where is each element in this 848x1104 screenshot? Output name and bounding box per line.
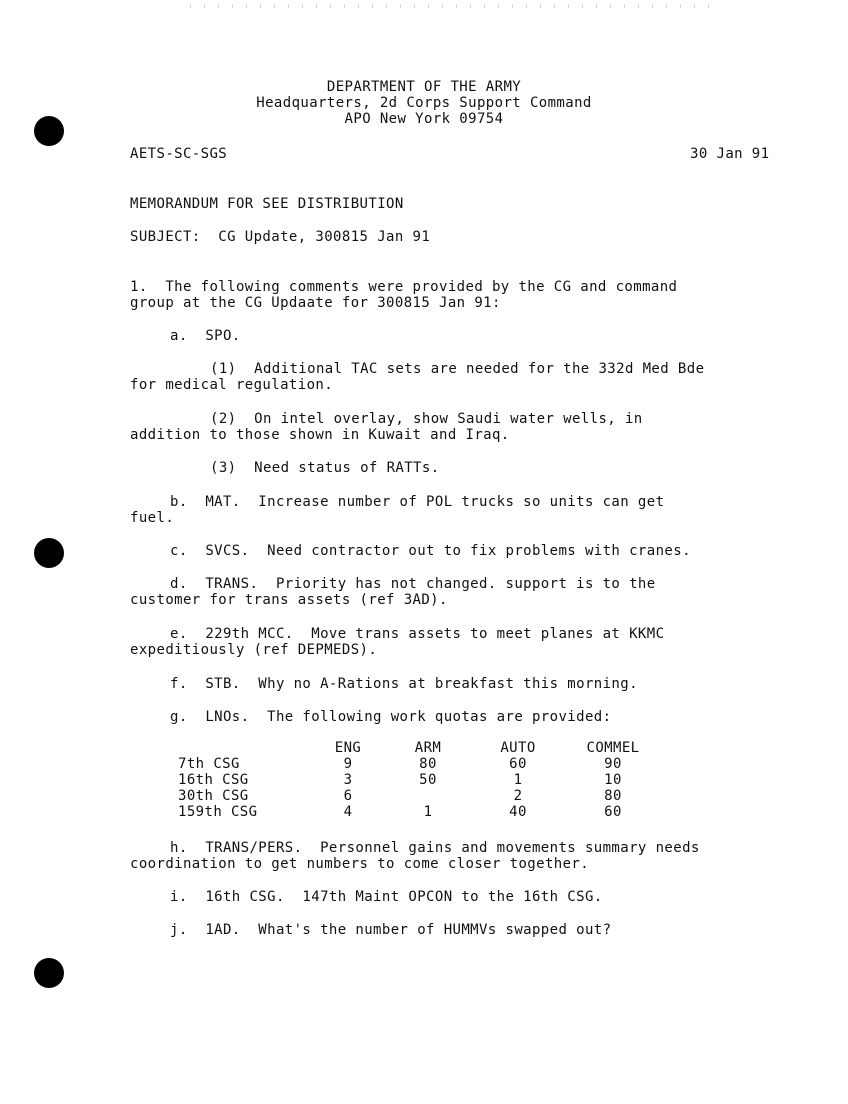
table-row <box>170 772 668 788</box>
quota-auto: 60 <box>509 756 527 772</box>
memo-subject: SUBJECT: CG Update, 300815 Jan 91 <box>130 229 431 245</box>
item-e-line2: expeditiously (ref DEPMEDS). <box>130 642 378 658</box>
quota-arm: 80 <box>419 756 437 772</box>
office-symbol: AETS-SC-SGS <box>130 146 228 162</box>
item-h-line2: coordination to get numbers to come closer together. <box>130 856 590 872</box>
punch-hole-middle <box>34 538 64 568</box>
quota-header-auto: AUTO <box>500 740 536 756</box>
quota-eng: 4 <box>343 804 353 820</box>
quota-commel: 90 <box>604 756 622 772</box>
item-d-line2: customer for trans assets (ref 3AD). <box>130 592 448 608</box>
quota-auto: 1 <box>513 772 523 788</box>
quota-unit: 159th CSG <box>178 804 258 820</box>
quota-commel: 60 <box>604 804 622 820</box>
quota-unit: 7th CSG <box>178 756 240 772</box>
quota-eng: 9 <box>343 756 353 772</box>
quota-eng: 6 <box>343 788 353 804</box>
quota-eng: 3 <box>343 772 353 788</box>
quota-table <box>170 740 668 820</box>
item-a: a. SPO. <box>170 328 241 344</box>
header-apo: APO New York 09754 <box>344 111 504 127</box>
punch-hole-bottom <box>34 958 64 988</box>
quota-arm <box>378 788 478 804</box>
table-row <box>170 756 668 772</box>
item-a1-line2: for medical regulation. <box>130 377 334 393</box>
header-headquarters: Headquarters, 2d Corps Support Command <box>256 95 592 111</box>
memo-date: 30 Jan 91 <box>690 146 770 162</box>
para1-line2: group at the CG Updaate for 300815 Jan 91: <box>130 295 501 311</box>
item-e-line1: e. 229th MCC. Move trans assets to meet planes at KKMC <box>170 626 665 642</box>
item-a2-line1: (2) On intel overlay, show Saudi water wells, in <box>210 411 643 427</box>
table-row <box>170 788 668 804</box>
quota-header-unit <box>170 740 318 756</box>
quota-table-header-row <box>170 740 668 756</box>
item-h-line1: h. TRANS/PERS. Personnel gains and movements summary needs <box>170 840 700 856</box>
quota-header-arm: ARM <box>414 740 442 756</box>
scan-specks <box>190 4 710 8</box>
item-f: f. STB. Why no A-Rations at breakfast this morning. <box>170 676 638 692</box>
quota-arm: 1 <box>423 804 433 820</box>
quota-commel: 80 <box>604 788 622 804</box>
quota-unit: 16th CSG <box>178 772 249 788</box>
quota-auto: 2 <box>513 788 523 804</box>
item-a1-line1: (1) Additional TAC sets are needed for the 332d Med Bde <box>210 361 705 377</box>
item-g: g. LNOs. The following work quotas are provided: <box>170 709 612 725</box>
item-a3: (3) Need status of RATTs. <box>210 460 440 476</box>
item-i: i. 16th CSG. 147th Maint OPCON to the 16th CSG. <box>170 889 603 905</box>
quota-unit: 30th CSG <box>178 788 249 804</box>
item-a2-line2: addition to those shown in Kuwait and Iraq. <box>130 427 510 443</box>
table-row <box>170 804 668 820</box>
item-b-line2: fuel. <box>130 510 175 526</box>
quota-header-commel: COMMEL <box>586 740 640 756</box>
quota-arm: 50 <box>419 772 437 788</box>
item-c: c. SVCS. Need contractor out to fix problems with cranes. <box>170 543 691 559</box>
quota-commel: 10 <box>604 772 622 788</box>
item-b-line1: b. MAT. Increase number of POL trucks so units can get <box>170 494 665 510</box>
para1-line1: 1. The following comments were provided by the CG and command <box>130 279 678 295</box>
item-d-line1: d. TRANS. Priority has not changed. support is to the <box>170 576 656 592</box>
header-department: DEPARTMENT OF THE ARMY <box>326 79 522 95</box>
quota-auto: 40 <box>509 804 527 820</box>
item-j: j. 1AD. What's the number of HUMMVs swapped out? <box>170 922 612 938</box>
quota-header-eng: ENG <box>334 740 362 756</box>
memo-for: MEMORANDUM FOR SEE DISTRIBUTION <box>130 196 404 212</box>
